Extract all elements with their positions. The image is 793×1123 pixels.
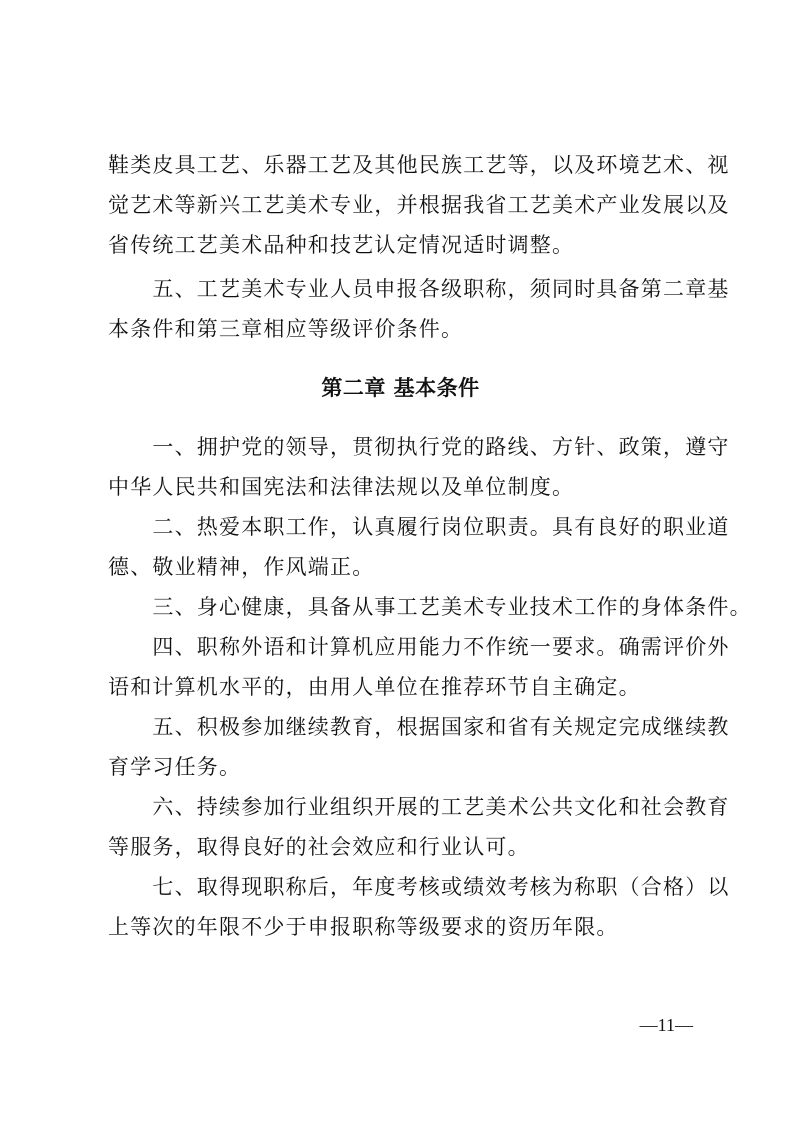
paragraph-line: 觉艺术等新兴工艺美术专业，并根据我省工艺美术产业发展以及 — [108, 193, 730, 217]
paragraph-line: 德、敬业精神，作风端正。 — [108, 555, 375, 579]
paragraph-line: 四、职称外语和计算机应用能力不作统一要求。确需评价外 — [108, 635, 730, 659]
paragraph-line: 本条件和第三章相应等级评价条件。 — [108, 317, 464, 341]
paragraph-line: 六、持续参加行业组织开展的工艺美术公共文化和社会教育 — [108, 795, 730, 819]
paragraph-line: 语和计算机水平的，由用人单位在推荐环节自主确定。 — [108, 675, 641, 699]
paragraph-line: 一、拥护党的领导，贯彻执行党的路线、方针、政策，遵守 — [108, 435, 730, 459]
page-number: —11— — [639, 1015, 693, 1035]
paragraph-line: 省传统工艺美术品种和技艺认定情况适时调整。 — [108, 233, 575, 257]
paragraph-line: 育学习任务。 — [108, 755, 242, 779]
paragraph-line: 三、身心健康，具备从事工艺美术专业技术工作的身体条件。 — [108, 595, 752, 619]
paragraph-line: 七、取得现职称后，年度考核或绩效考核为称职（合格）以 — [108, 875, 730, 899]
paragraph-line: 上等次的年限不少于申报职称等级要求的资历年限。 — [108, 915, 619, 939]
paragraph-line: 五、工艺美术专业人员申报各级职称，须同时具备第二章基 — [108, 277, 730, 301]
paragraph-line: 二、热爱本职工作，认真履行岗位职责。具有良好的职业道 — [108, 515, 730, 539]
chapter-heading: 第二章 基本条件 — [321, 376, 480, 400]
paragraph-line: 中华人民共和国宪法和法律法规以及单位制度。 — [108, 475, 575, 499]
paragraph-line: 鞋类皮具工艺、乐器工艺及其他民族工艺等，以及环境艺术、视 — [108, 153, 730, 177]
paragraph-line: 五、积极参加继续教育，根据国家和省有关规定完成继续教 — [108, 715, 730, 739]
paragraph-line: 等服务，取得良好的社会效应和行业认可。 — [108, 835, 530, 859]
